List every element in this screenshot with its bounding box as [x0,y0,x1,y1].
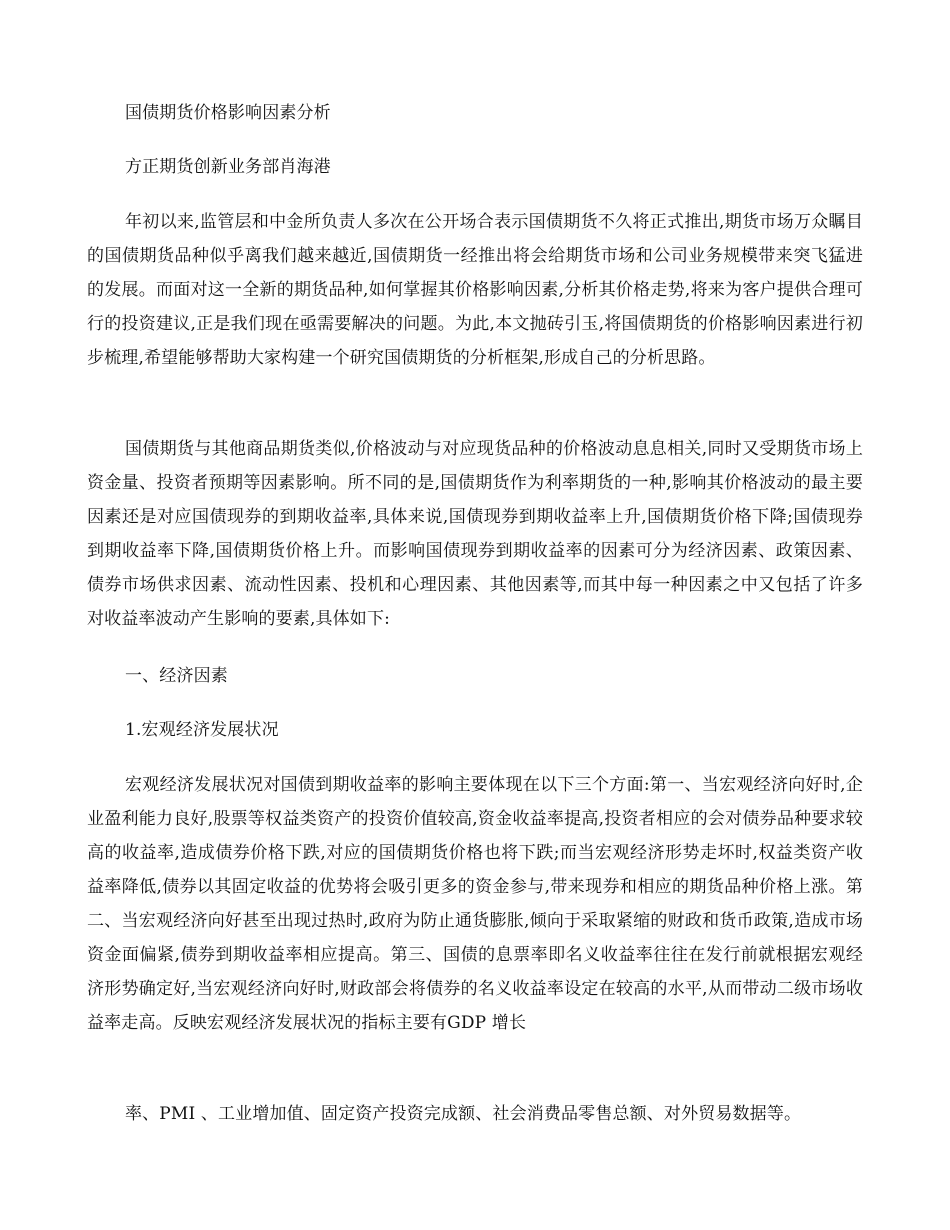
intro-paragraph: 年初以来,监管层和中金所负责人多次在公开场合表示国债期货不久将正式推出,期货市场万众瞩目的国债期货品种似乎离我们越来越近,国债期货一经推出将会给期货市场和公司业务规模带来突飞猛进的发展。而面对这一全新的期货品种,如何掌握其价格影响因素,分析其价格走势,将来为客户提供合理可行的投资建议,正是我们现在亟需要解决的问题。为此,本文抛砖引玉,将国债期货的价格影响因素进行初步梳理,希望能够帮助大家构建一个研究国债期货的分析框架,形成自己的分析思路。 [87,212,863,368]
section-heading: 一、经济因素 [125,666,228,686]
author-line: 方正期货创新业务部肖海港 [125,157,331,177]
macro-economy-paragraph: 宏观经济发展状况对国债到期收益率的影响主要体现在以下三个方面:第一、当宏观经济向好时,企业盈利能力良好,股票等权益类资产的投资价值较高,资金收益率提高,投资者相应的会对债券品种要求较高的收益率,造成债券价格下跌,对应的国债期货价格也将下跌;而当宏观经济形势走坏时,权益类资产收益率降低,债券以其固定收益的优势将会吸引更多的资金参与,带来现券和相应的期货品种价格上涨。第二、当宏观经济向好甚至出现过热时,政府为防止通货膨胀,倾向于采取紧缩的财政和货币政策,造成市场资金面偏紧,债券到期收益率相应提高。第三、国债的息票率即名义收益率往往在发行前就根据宏观经济形势确定好,当宏观经济向好时,财政部会将债券的名义收益率设定在较高的水平,从而带动二级市场收益率走高。反映宏观经济发展状况的指标主要有GDP 增长 [87,775,863,1033]
subsection-heading: 1.宏观经济发展状况 [125,720,279,740]
continuation-paragraph: 率、PMI 、工业增加值、固定资产投资完成额、社会消费品零售总额、对外贸易数据等。 [125,1104,802,1124]
factor-overview-paragraph: 国债期货与其他商品期货类似,价格波动与对应现货品种的价格波动息息相关,同时又受期货市场上资金量、投资者预期等因素影响。所不同的是,国债期货作为利率期货的一种,影响其价格波动的最主要因素还是对应国债现券的到期收益率,具体来说,国债现券到期收益率上升,国债期货价格下降;国债现券到期收益率下降,国债期货价格上升。而影响国债现券到期收益率的因素可分为经济因素、政策因素、债券市场供求因素、流动性因素、投机和心理因素、其他因素等,而其中每一种因素之中又包括了许多对收益率波动产生影响的要素,具体如下: [87,439,863,629]
document-title: 国债期货价格影响因素分析 [125,103,331,123]
